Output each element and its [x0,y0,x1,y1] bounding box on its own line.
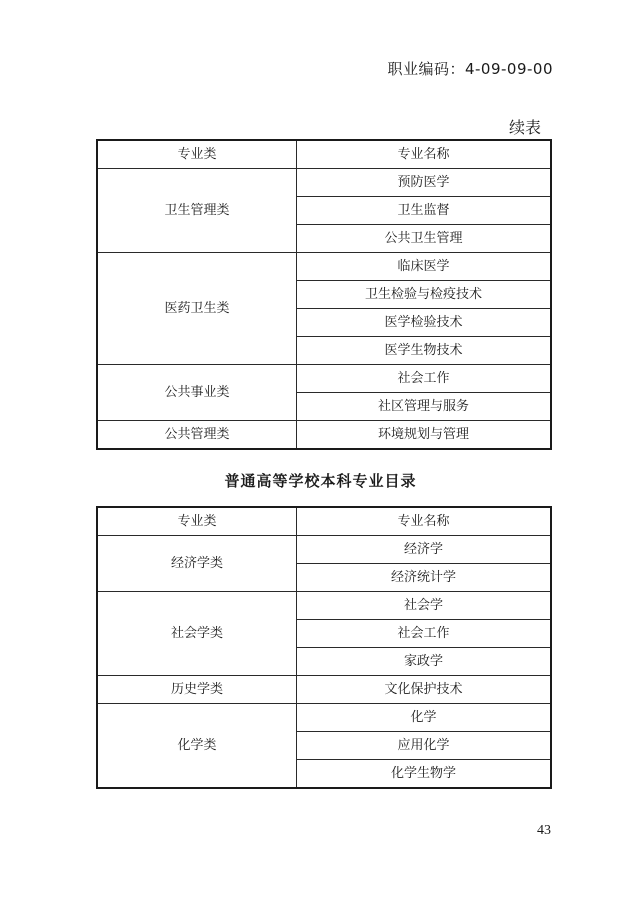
major-name-cell: 卫生监督 [297,197,552,225]
major-name-cell: 社会工作 [297,620,552,648]
continued-label: 续表 [508,118,541,137]
category-cell: 医药卫生类 [97,253,297,365]
major-name-cell: 家政学 [297,648,552,676]
major-name-cell: 预防医学 [297,169,552,197]
table-row [97,421,551,450]
undergraduate-major-table [96,506,552,789]
table-row [97,365,551,393]
category-cell: 社会学类 [97,592,297,676]
table-row [97,253,551,281]
category-cell: 经济学类 [97,536,297,592]
section-title: 普通高等学校本科专业目录 [224,472,417,490]
table-body [97,140,551,449]
major-name-cell: 文化保护技术 [297,676,552,704]
major-name-cell: 卫生检验与检疫技术 [297,281,552,309]
table-row [97,676,551,704]
major-name-cell: 应用化学 [297,732,552,760]
category-cell: 历史学类 [97,676,297,704]
occupation-code: 职业编码：4-09-09-00 [387,60,553,78]
category-cell: 公共事业类 [97,365,297,421]
table-header-row [97,507,551,536]
table-row [97,536,551,564]
major-name-cell: 医学生物技术 [297,337,552,365]
major-name-cell: 公共卫生管理 [297,225,552,253]
major-name-cell: 社区管理与服务 [297,393,552,421]
category-cell: 卫生管理类 [97,169,297,253]
column-header-category: 专业类 [97,140,297,169]
major-name-cell: 经济学 [297,536,552,564]
table-row [97,704,551,732]
major-name-cell: 环境规划与管理 [297,421,552,450]
category-cell: 化学类 [97,704,297,789]
major-name-cell: 化学 [297,704,552,732]
major-name-cell: 社会工作 [297,365,552,393]
column-header-major-name: 专业名称 [297,507,552,536]
vocational-major-table [96,139,552,450]
table-row [97,169,551,197]
column-header-major-name: 专业名称 [297,140,552,169]
table-row [97,592,551,620]
page-number: 43 [537,823,551,838]
major-name-cell: 医学检验技术 [297,309,552,337]
column-header-category: 专业类 [97,507,297,536]
table-body [97,507,551,788]
major-name-cell: 化学生物学 [297,760,552,789]
major-name-cell: 社会学 [297,592,552,620]
table-header-row [97,140,551,169]
major-name-cell: 经济统计学 [297,564,552,592]
major-name-cell: 临床医学 [297,253,552,281]
category-cell: 公共管理类 [97,421,297,450]
